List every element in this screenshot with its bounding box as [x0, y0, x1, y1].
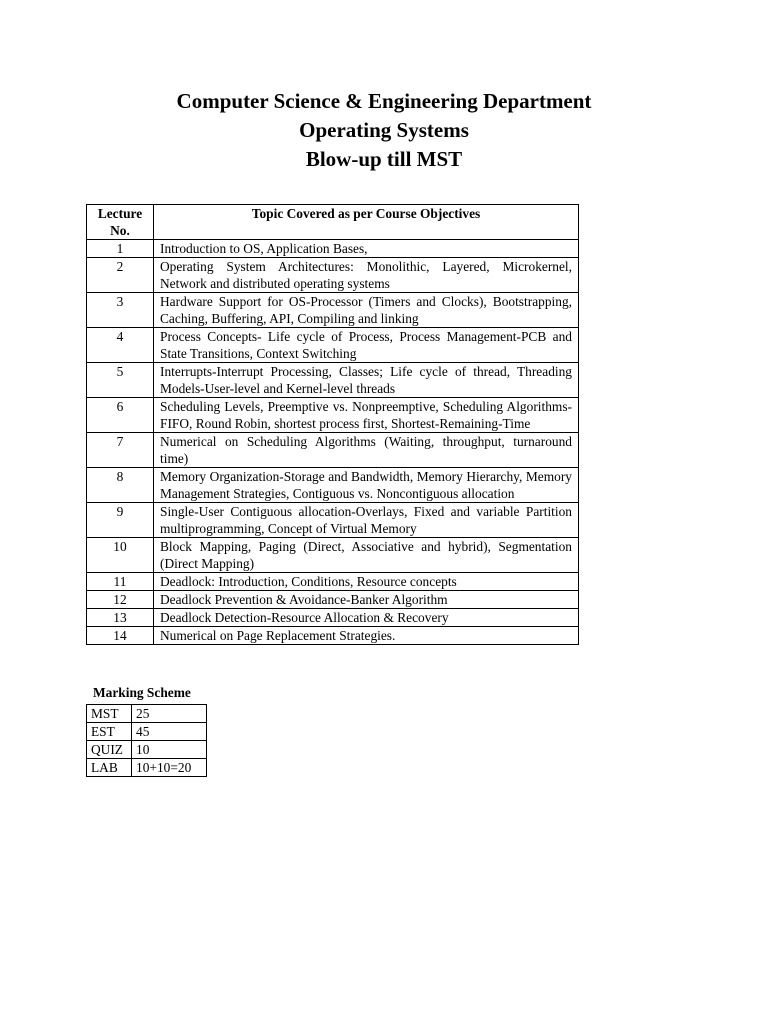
- lecture-topic: Interrupts-Interrupt Processing, Classes; Life cycle of thread, Threading Models-User-level and Kernel-level threads: [154, 363, 579, 398]
- lecture-topic: Hardware Support for OS-Processor (Timers and Clocks), Bootstrapping, Caching, Buffering, API, Compiling and linking: [154, 293, 579, 328]
- lecture-number: 6: [87, 398, 154, 433]
- lecture-number: 12: [87, 591, 154, 609]
- table-row: [87, 538, 579, 573]
- table-row: [87, 759, 207, 777]
- lecture-number: 7: [87, 433, 154, 468]
- lecture-number: 13: [87, 609, 154, 627]
- marking-component: EST: [87, 723, 132, 741]
- department-title: Computer Science & Engineering Department: [176, 89, 592, 113]
- table-row: [87, 573, 579, 591]
- marking-weight: 10: [132, 741, 207, 759]
- lecture-number: 8: [87, 468, 154, 503]
- lecture-no-header: Lecture No.: [87, 205, 154, 240]
- lecture-number: 4: [87, 328, 154, 363]
- lecture-topic: Block Mapping, Paging (Direct, Associative and hybrid), Segmentation (Direct Mapping): [154, 538, 579, 573]
- table-row: [87, 609, 579, 627]
- table-row: [87, 328, 579, 363]
- lecture-topic: Memory Organization-Storage and Bandwidth, Memory Hierarchy, Memory Management Strategies, Contiguous vs. Noncontiguous allocation: [154, 468, 579, 503]
- course-title: Operating Systems: [299, 118, 469, 142]
- lecture-topic: Deadlock: Introduction, Conditions, Resource concepts: [154, 573, 579, 591]
- marking-scheme-title: Marking Scheme: [93, 685, 191, 700]
- table-row: [87, 591, 579, 609]
- marking-component: LAB: [87, 759, 132, 777]
- marking-table-body: [87, 705, 207, 777]
- lecture-number: 11: [87, 573, 154, 591]
- lecture-table-body: [87, 240, 579, 645]
- table-row: [87, 433, 579, 468]
- table-row: [87, 503, 579, 538]
- marking-weight: 10+10=20: [132, 759, 207, 777]
- lecture-number: 1: [87, 240, 154, 258]
- table-row: [87, 363, 579, 398]
- table-row: [87, 258, 579, 293]
- lecture-topic: Deadlock Detection-Resource Allocation & Recovery: [154, 609, 579, 627]
- lecture-topics-table: [86, 204, 579, 645]
- lecture-topic: Numerical on Scheduling Algorithms (Waiting, throughput, turnaround time): [154, 433, 579, 468]
- topic-header: Topic Covered as per Course Objectives: [154, 205, 579, 240]
- marking-scheme-table: [86, 704, 207, 777]
- table-row: [87, 468, 579, 503]
- lecture-number: 9: [87, 503, 154, 538]
- marking-component: QUIZ: [87, 741, 132, 759]
- table-row: [87, 723, 207, 741]
- lecture-number: 14: [87, 627, 154, 645]
- marking-component: MST: [87, 705, 132, 723]
- marking-weight: 45: [132, 723, 207, 741]
- table-row: [87, 627, 579, 645]
- lecture-topic: Numerical on Page Replacement Strategies.: [154, 627, 579, 645]
- table-row: [87, 741, 207, 759]
- lecture-topic: Deadlock Prevention & Avoidance-Banker Algorithm: [154, 591, 579, 609]
- syllabus-subtitle: Blow-up till MST: [305, 147, 463, 171]
- lecture-table-header-row: [87, 205, 579, 240]
- lecture-topic: Scheduling Levels, Preemptive vs. Nonpreemptive, Scheduling Algorithms-FIFO, Round Robin, shortest process first, Shortest-Remaining-Time: [154, 398, 579, 433]
- document-heading: [0, 87, 768, 174]
- lecture-topic: Introduction to OS, Application Bases,: [154, 240, 579, 258]
- lecture-number: 5: [87, 363, 154, 398]
- lecture-number: 10: [87, 538, 154, 573]
- lecture-topic: Process Concepts- Life cycle of Process, Process Management-PCB and State Transitions, Context Switching: [154, 328, 579, 363]
- lecture-number: 3: [87, 293, 154, 328]
- lecture-topic: Operating System Architectures: Monolithic, Layered, Microkernel, Network and distributed operating systems: [154, 258, 579, 293]
- table-row: [87, 240, 579, 258]
- table-row: [87, 398, 579, 433]
- marking-weight: 25: [132, 705, 207, 723]
- lecture-topic: Single-User Contiguous allocation-Overlays, Fixed and variable Partition multiprogramming, Concept of Virtual Memory: [154, 503, 579, 538]
- table-row: [87, 293, 579, 328]
- table-row: [87, 705, 207, 723]
- lecture-number: 2: [87, 258, 154, 293]
